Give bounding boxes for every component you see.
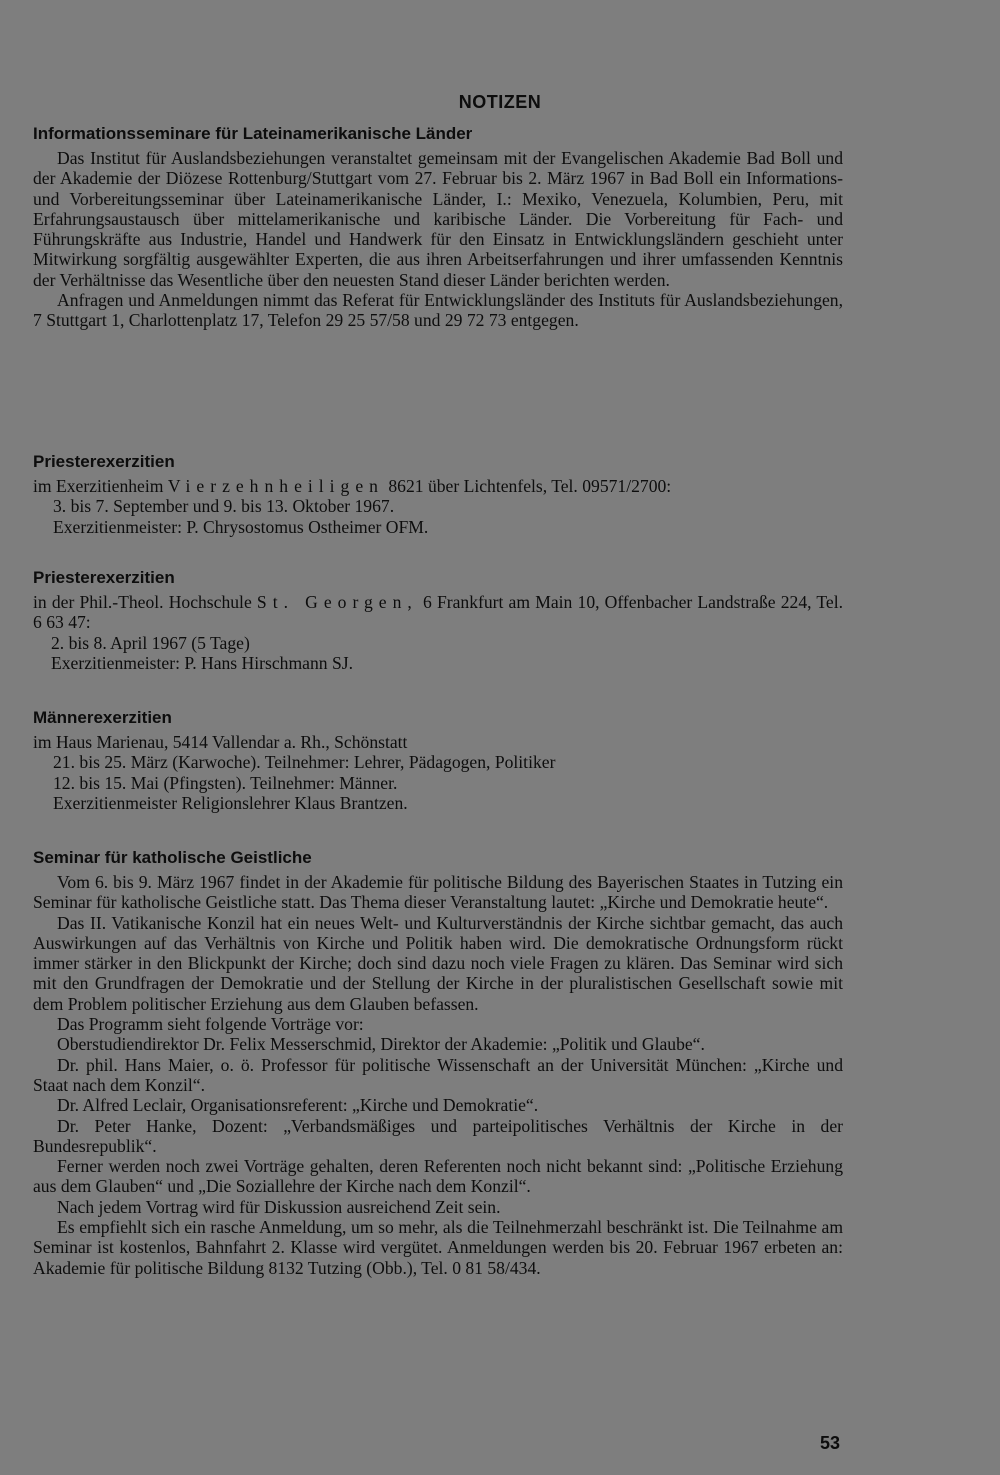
paragraph: Ferner werden noch zwei Vorträge gehalten, deren Referenten noch nicht bekannt sind: „Politische Erziehung aus dem Glauben“ und „Die Soziallehre der Kirche nach dem Konzil“.	[33, 1156, 843, 1197]
paragraph: Anfragen und Anmeldungen nimmt das Referat für Entwicklungsländer des Instituts für Auslandsbeziehungen, 7 Stuttgart 1, Charlottenplatz 17, Telefon 29 25 57/58 und 29 72 73 entgegen.	[33, 290, 843, 331]
dates-line: 3. bis 7. September und 9. bis 13. Oktober 1967.	[53, 496, 395, 517]
page-number: 53	[819, 1433, 840, 1453]
lecture-item: Dr. phil. Hans Maier, o. ö. Professor für politische Wissenschaft an der Universität München: „Kirche und Staat nach dem Konzil“.	[33, 1054, 843, 1095]
paragraph: Das II. Vatikanische Konzil hat ein neues Welt- und Kulturverständnis der Kirche sichtbar gemacht, das auch Auswirkungen auf das Verhältnis von Kirche und Politik haben wird. Die demokratische Ordnungsform rückt immer stärker in den Blickpunkt der Kirche; doch sind dazu noch viele Fragen zu klären. Das Seminar wird sich mit den Grundfragen der Demokratie und der Stellung der Kirche in der pluralistischen Gesellschaft sowie mit dem Problem politischer Erziehung aus dem Glauben befassen.	[33, 912, 843, 1014]
section-priesterexerzitien-vierzehnheiligen	[33, 452, 843, 537]
section-title: Seminar für katholische Geistliche	[33, 848, 312, 867]
location-line: im Haus Marienau, 5414 Vallendar a. Rh., Schönstatt	[33, 732, 408, 752]
section-maennerexerzitien	[33, 708, 843, 813]
location-suffix: 8621 über Lichtenfels, Tel. 09571/2700:	[388, 476, 672, 496]
section-title: Priesterexerzitien	[33, 452, 175, 471]
location-line	[33, 476, 843, 496]
location-prefix: im Exerzitienheim	[33, 476, 164, 496]
dates-line: 2. bis 8. April 1967 (5 Tage)	[51, 632, 250, 653]
leader-line: Exerzitienmeister: P. Chrysostomus Ostheimer OFM.	[53, 516, 429, 537]
location-suffix: 6 Frankfurt am Main 10, Offenbacher Landstraße 224, Tel. 6 63 47:	[33, 592, 843, 633]
section-priesterexerzitien-st-georgen	[33, 568, 843, 673]
paragraph: Nach jedem Vortrag wird für Diskussion ausreichend Zeit sein.	[57, 1196, 501, 1217]
paragraph: Vom 6. bis 9. März 1967 findet in der Akademie für politische Bildung des Bayerischen Staates in Tutzing ein Seminar für katholische Geistliche statt. Das Thema dieser Veranstaltung lautet: „Kirche und Demokratie heute“.	[33, 872, 843, 913]
section-title: Informationsseminare für Lateinamerikanische Länder	[33, 124, 473, 143]
section-title: Priesterexerzitien	[33, 568, 175, 587]
location-line	[33, 592, 843, 633]
location-prefix: in der Phil.-Theol. Hochschule	[33, 592, 252, 612]
dates-line: 12. bis 15. Mai (Pfingsten). Teilnehmer: Männer.	[53, 772, 398, 793]
leader-line: Exerzitienmeister: P. Hans Hirschmann SJ.	[51, 652, 353, 673]
paragraph: Das Institut für Auslandsbeziehungen veranstaltet gemeinsam mit der Evangelischen Akademie Bad Boll und der Akademie der Diözese Rottenburg/Stuttgart vom 27. Februar bis 2. März 1967 in Bad Boll ein Informations- und Vorbereitungsseminar über Lateinamerikanische Länder, I.: Mexiko, Venezuela, Kolumbien, Peru, mit Erfahrungsaustausch über mittelamerikanische und karibische Länder. Die Vorbereitung für Fach- und Führungskräfte aus Industrie, Handel und Handwerk für den Einsatz in Entwicklungsländern geschieht unter Mitwirkung sorgfältig ausgewählter Experten, die aus ihren Arbeitserfahrungen und ihrer umfassenden Kenntnis der Verhältnisse das Wesentliche über den neuesten Stand dieser Länder berichten werden.	[33, 148, 843, 290]
leader-line: Exerzitienmeister Religionslehrer Klaus Brantzen.	[53, 792, 408, 813]
lecture-item: Dr. Peter Hanke, Dozent: „Verbandsmäßiges und parteipolitisches Verhältnis der Kirche in der Bundesrepublik“.	[33, 1115, 843, 1156]
lecture-item: Dr. Alfred Leclair, Organisationsreferent: „Kirche und Demokratie“.	[57, 1095, 539, 1116]
paragraph: Es empfiehlt sich ein rasche Anmeldung, um so mehr, als die Teilnehmerzahl beschränkt ist. Die Teilnahme am Seminar ist kostenlos, Bahnfahrt 2. Klasse wird vergütet. Anmeldungen werden bis 20. Februar 1967 erbeten an: Akademie für politische Bildung 8132 Tutzing (Obb.), Tel. 0 81 58/434.	[33, 1217, 843, 1278]
page-heading: NOTIZEN	[458, 92, 542, 112]
paragraph: Das Programm sieht folgende Vorträge vor:	[57, 1014, 364, 1035]
location-name: Vierzehnheiligen	[167, 476, 384, 496]
section-seminar-geistliche	[33, 848, 843, 1278]
section-informationsseminare	[33, 124, 843, 331]
dates-line: 21. bis 25. März (Karwoche). Teilnehmer: Lehrer, Pädagogen, Politiker	[53, 752, 556, 773]
lecture-item: Oberstudiendirektor Dr. Felix Messerschmid, Direktor der Akademie: „Politik und Glaube“.	[57, 1034, 705, 1055]
location-name: St. Georgen,	[256, 592, 418, 612]
section-title: Männerexerzitien	[33, 708, 172, 727]
